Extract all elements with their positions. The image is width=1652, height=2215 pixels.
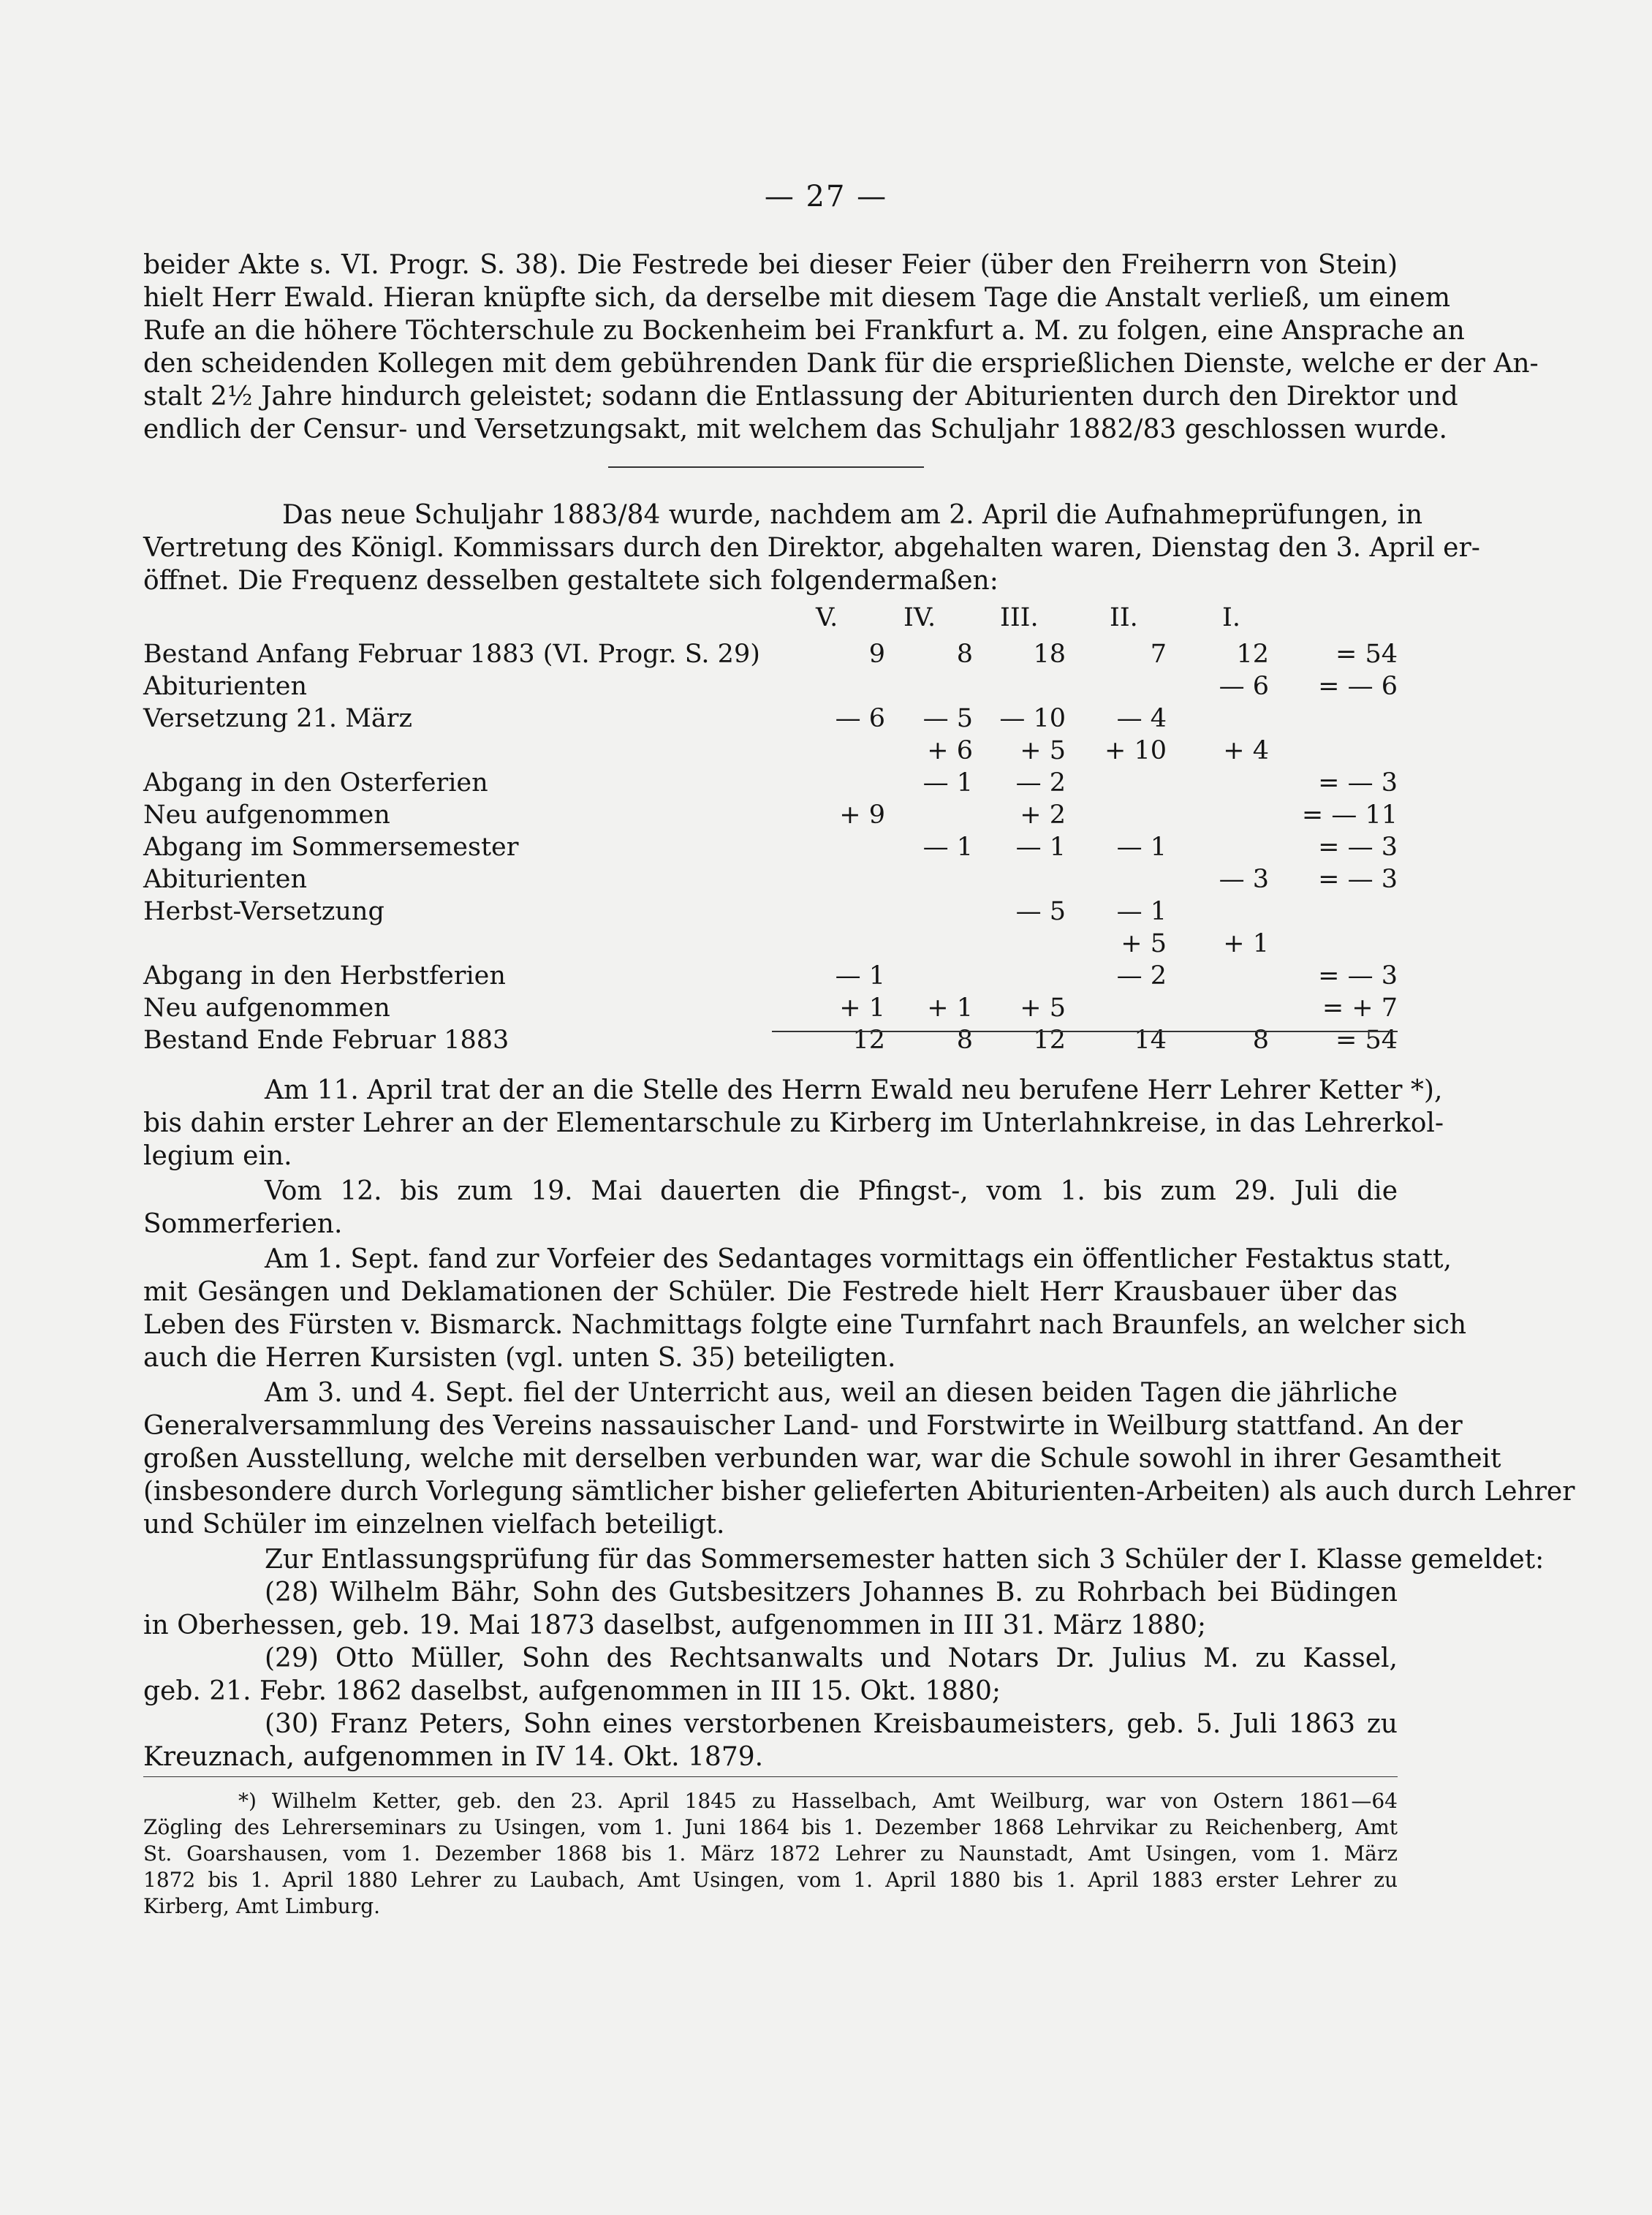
table-row — [143, 960, 1398, 992]
text-line: in Oberhessen, geb. 19. Mai 1873 daselbst, aufgenommen in III 31. März 1880; — [143, 1610, 1207, 1640]
column-header-iii: III. — [1000, 603, 1039, 632]
cell-class-iv: 8 — [956, 640, 973, 669]
cell-class-iv: + 6 — [927, 736, 973, 765]
table-row — [143, 638, 1398, 670]
footnote-line: 1872 bis 1. April 1880 Lehrer zu Laubach, Amt Usingen, vom 1. April 1880 bis 1. April 1883 erster Lehrer zu — [143, 1868, 1398, 1892]
text-line: Leben des Fürsten v. Bismarck. Nachmittags folgte eine Turnfahrt nach Braunfels, an welcher sich — [143, 1310, 1467, 1340]
cell-class-v: + 9 — [839, 800, 885, 830]
row-label: Abgang in den Herbstferien — [143, 961, 506, 991]
column-header-v: V. — [816, 603, 838, 632]
cell-class-iii: — 10 — [999, 704, 1066, 733]
row-label: Abgang in den Osterferien — [143, 768, 488, 798]
cell-total: = — 11 — [1301, 800, 1398, 830]
table-row — [143, 767, 1398, 799]
table-row — [143, 863, 1398, 896]
text-line: auch die Herren Kursisten (vgl. unten S. 35) beteiligten. — [143, 1343, 896, 1373]
cell-class-iv: 8 — [956, 1026, 973, 1055]
footnote-line: Kirberg, Amt Limburg. — [143, 1894, 381, 1918]
text-line: und Schüler im einzelnen vielfach beteiligt. — [143, 1510, 725, 1540]
table-row — [143, 670, 1398, 703]
page-number: — 27 — — [764, 180, 888, 213]
cell-class-iii: + 2 — [1020, 800, 1066, 830]
footnote-divider — [143, 1776, 1398, 1777]
cell-total: = — 3 — [1318, 865, 1398, 894]
cell-class-iv: — 5 — [922, 704, 973, 733]
cell-class-ii: — 2 — [1116, 961, 1167, 991]
cell-class-i: 8 — [1252, 1026, 1269, 1055]
cell-class-i: 12 — [1236, 640, 1269, 669]
cell-total: = 54 — [1335, 1026, 1398, 1055]
cell-class-v: + 1 — [839, 993, 885, 1023]
cell-total: = — 3 — [1318, 768, 1398, 798]
intro-paragraph — [143, 249, 1539, 453]
cell-class-iii: 12 — [1033, 1026, 1066, 1055]
text-line: Generalversammlung des Vereins nassauischer Land- und Forstwirte in Weilburg stattfand. An der — [143, 1411, 1463, 1441]
footnote-line: Zögling des Lehrerseminars zu Usingen, vom 1. Juni 1864 bis 1. Dezember 1868 Lehrvikar zu Reichenberg, Amt — [143, 1815, 1398, 1839]
footnote-line: St. Goarshausen, vom 1. Dezember 1868 bis 1. März 1872 Lehrer zu Naunstadt, Amt Usingen, vom 1. März — [143, 1841, 1398, 1866]
row-label: Herbst-Versetzung — [143, 897, 384, 926]
text-line: Kreuznach, aufgenommen in IV 14. Okt. 1879. — [143, 1742, 764, 1772]
cell-class-ii: — 1 — [1116, 897, 1167, 926]
text-line: Zur Entlassungsprüfung für das Sommersemester hatten sich 3 Schüler der I. Klasse gemeldet: — [265, 1545, 1545, 1575]
text-line: Vertretung des Königl. Kommissars durch den Direktor, abgehalten waren, Dienstag den 3. April er- — [143, 533, 1480, 563]
cell-class-iv: + 1 — [927, 993, 973, 1023]
text-line: großen Ausstellung, welche mit derselben verbunden war, war die Schule sowohl in ihrer Gesamtheit — [143, 1444, 1501, 1474]
cell-total: = — 3 — [1318, 961, 1398, 991]
column-header-iv: IV. — [903, 603, 936, 632]
text-line: mit Gesängen und Deklamationen der Schüler. Die Festrede hielt Herr Krausbauer über das — [143, 1277, 1398, 1307]
table-row — [143, 735, 1398, 767]
text-line: legium ein. — [143, 1141, 292, 1171]
text-line: (insbesondere durch Vorlegung sämtlicher bisher gelieferten Abiturienten-Arbeiten) als auch durch Lehrer — [143, 1477, 1575, 1507]
cell-total: = — 3 — [1318, 833, 1398, 862]
cell-class-ii: — 4 — [1116, 704, 1167, 733]
text-line: Das neue Schuljahr 1883/84 wurde, nachdem am 2. April die Aufnahmeprüfungen, in — [282, 500, 1423, 530]
text-line: Rufe an die höhere Töchterschule zu Bockenheim bei Frankfurt a. M. zu folgen, eine Ansprache an — [143, 316, 1465, 346]
text-line: endlich der Censur- und Versetzungsakt, mit welchem das Schuljahr 1882/83 geschlossen wurde. — [143, 414, 1447, 444]
table-row — [143, 896, 1398, 928]
cell-total: = + 7 — [1322, 993, 1398, 1023]
cell-class-ii: 14 — [1134, 1026, 1167, 1055]
cell-class-ii: — 1 — [1116, 833, 1167, 862]
table-row — [143, 703, 1398, 735]
cell-class-v: 12 — [852, 1026, 885, 1055]
row-label: Bestand Anfang Februar 1883 (VI. Progr. S. 29) — [143, 640, 760, 669]
cell-class-iii: 18 — [1033, 640, 1066, 669]
sum-rule — [772, 1031, 1398, 1032]
text-line: den scheidenden Kollegen mit dem gebührenden Dank für die ersprießlichen Dienste, welche er der An- — [143, 349, 1539, 379]
text-line: (29) Otto Müller, Sohn des Rechtsanwalts und Notars Dr. Julius M. zu Kassel, — [265, 1643, 1398, 1673]
cell-class-i: + 1 — [1223, 929, 1269, 958]
text-line: beider Akte s. VI. Progr. S. 38). Die Festrede bei dieser Feier (über den Freiherrn von Stein) — [143, 250, 1398, 280]
column-header-i: I. — [1222, 603, 1240, 632]
text-line: geb. 21. Febr. 1862 daselbst, aufgenommen in III 15. Okt. 1880; — [143, 1676, 1001, 1706]
text-line: (30) Franz Peters, Sohn eines verstorbenen Kreisbaumeisters, geb. 5. Juli 1863 zu — [265, 1709, 1398, 1739]
cell-class-ii: + 10 — [1105, 736, 1167, 765]
text-line: Sommerferien. — [143, 1209, 343, 1239]
row-label: Abgang im Sommersemester — [143, 833, 519, 862]
cell-class-iv: — 1 — [922, 833, 973, 862]
frequency-table — [143, 603, 1398, 1071]
text-line: öffnet. Die Frequenz desselben gestaltete sich folgendermaßen: — [143, 566, 999, 596]
table-row — [143, 1024, 1398, 1056]
cell-class-i: + 4 — [1223, 736, 1269, 765]
cell-total: = — 6 — [1318, 672, 1398, 701]
table-row — [143, 799, 1398, 831]
table-row — [143, 831, 1398, 863]
cell-class-iv: — 1 — [922, 768, 973, 798]
row-label: Abiturienten — [143, 672, 307, 701]
text-line: Am 3. und 4. Sept. fiel der Unterricht aus, weil an diesen beiden Tagen die jährliche — [265, 1378, 1398, 1408]
cell-class-iii: — 5 — [1015, 897, 1066, 926]
table-row — [143, 928, 1398, 960]
text-line: stalt 2½ Jahre hindurch geleistet; sodann die Entlassung der Abiturienten durch den Direktor und — [143, 382, 1458, 412]
text-line: Am 11. April trat der an die Stelle des Herrn Ewald neu berufene Herr Lehrer Ketter *), — [265, 1075, 1443, 1105]
table-row — [143, 992, 1398, 1024]
cell-class-i: — 6 — [1219, 672, 1269, 701]
row-label: Neu aufgenommen — [143, 993, 390, 1023]
cell-class-v: — 1 — [835, 961, 885, 991]
text-line: Am 1. Sept. fand zur Vorfeier des Sedantages vormittags ein öffentlicher Festaktus statt, — [265, 1244, 1452, 1274]
cell-class-v: — 6 — [835, 704, 885, 733]
row-label: Abiturienten — [143, 865, 307, 894]
school-year-paragraph — [143, 499, 1480, 601]
row-label: Bestand Ende Februar 1883 — [143, 1026, 509, 1055]
text-line: bis dahin erster Lehrer an der Elementarschule zu Kirberg im Unterlahnkreise, in das Lehrerkol- — [143, 1108, 1444, 1138]
cell-class-iii: — 1 — [1015, 833, 1066, 862]
cell-class-iii: + 5 — [1020, 736, 1066, 765]
cell-class-iii: + 5 — [1020, 993, 1066, 1023]
section-divider — [608, 466, 924, 468]
cell-class-ii: 7 — [1150, 640, 1167, 669]
row-label: Versetzung 21. März — [143, 704, 412, 733]
cell-class-v: 9 — [868, 640, 885, 669]
cell-class-iii: — 2 — [1015, 768, 1066, 798]
chronicle-text — [143, 1074, 1575, 1776]
text-line: hielt Herr Ewald. Hieran knüpfte sich, da derselbe mit diesem Tage die Anstalt verließ, um einem — [143, 283, 1450, 313]
cell-total: = 54 — [1335, 640, 1398, 669]
cell-class-ii: + 5 — [1121, 929, 1167, 958]
cell-class-i: — 3 — [1219, 865, 1269, 894]
column-header-ii: II. — [1110, 603, 1138, 632]
text-line: Vom 12. bis zum 19. Mai dauerten die Pfingst-, vom 1. bis zum 29. Juli die — [265, 1176, 1398, 1206]
row-label: Neu aufgenommen — [143, 800, 390, 830]
footnote-line: *) Wilhelm Ketter, geb. den 23. April 1845 zu Hasselbach, Amt Weilburg, war von Ostern 1861—64 — [238, 1789, 1398, 1813]
text-line: (28) Wilhelm Bähr, Sohn des Gutsbesitzers Johannes B. zu Rohrbach bei Büdingen — [265, 1578, 1398, 1608]
